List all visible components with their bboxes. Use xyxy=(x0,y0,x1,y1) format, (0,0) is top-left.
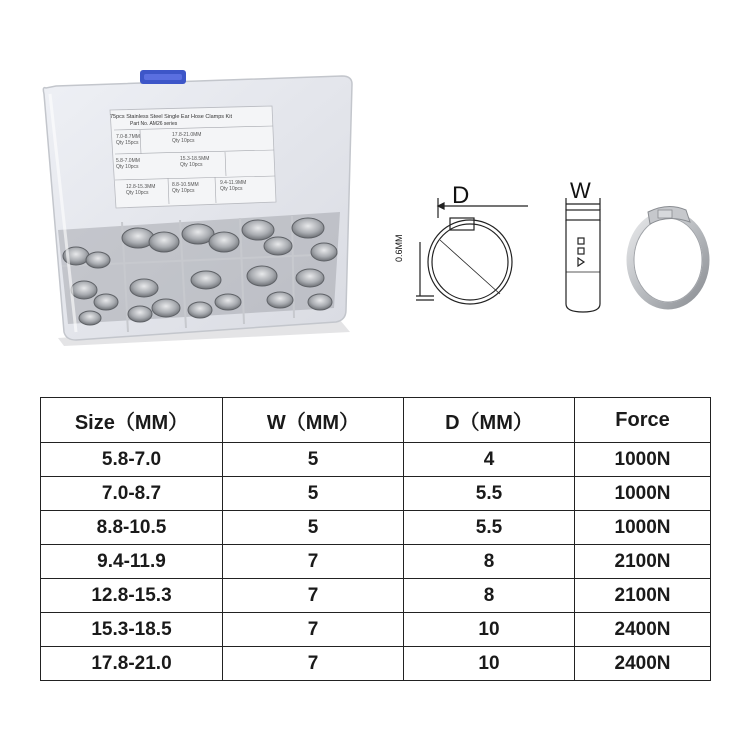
cell-size: 9.4-11.9 xyxy=(41,545,223,579)
single-clamp-photo xyxy=(624,200,714,312)
header-size: Size（MM） xyxy=(41,398,223,443)
clamp-front-view-diagram xyxy=(394,182,534,324)
cell-force: 2400N xyxy=(575,613,711,647)
cell-width: 7 xyxy=(223,579,404,613)
cell-width: 7 xyxy=(223,545,404,579)
cell-force: 2100N xyxy=(575,579,711,613)
cell-width: 5 xyxy=(223,477,404,511)
header-force: Force xyxy=(575,398,711,443)
compartment-label: 7.0-8.7MM Qty 15pcs xyxy=(116,134,140,146)
box-label-part: Part No. AM26 series xyxy=(130,121,178,127)
cell-width: 5 xyxy=(223,511,404,545)
compartment-label: 8.8-10.5MM Qty 10pcs xyxy=(172,182,199,194)
height-dimension-label: 0.6MM xyxy=(394,234,404,262)
cell-diameter: 5.5 xyxy=(404,511,575,545)
cell-force: 1000N xyxy=(575,443,711,477)
single-clamp-drawing xyxy=(624,200,714,312)
compartment-label: 15.3-18.5MM Qty 10pcs xyxy=(180,156,210,168)
table-row xyxy=(41,511,711,545)
cell-size: 8.8-10.5 xyxy=(41,511,223,545)
table-row xyxy=(41,545,711,579)
compartment-label: 9.4-11.9MM Qty 10pcs xyxy=(220,180,247,192)
cell-size: 7.0-8.7 xyxy=(41,477,223,511)
compartment-label: 12.8-15.3MM Qty 10pcs xyxy=(126,184,156,196)
table-row xyxy=(41,579,711,613)
spec-table xyxy=(40,397,711,681)
cell-force: 2100N xyxy=(575,545,711,579)
d-dimension-label: D xyxy=(452,182,470,209)
cell-size: 17.8-21.0 xyxy=(41,647,223,681)
cell-size: 5.8-7.0 xyxy=(41,443,223,477)
cell-size: 15.3-18.5 xyxy=(41,613,223,647)
cell-diameter: 10 xyxy=(404,647,575,681)
specification-table xyxy=(40,397,710,675)
table-row xyxy=(41,443,711,477)
box-label-title: 75pcs Stainless Steel Single Ear Hose Clamps Kit xyxy=(110,114,232,120)
cell-width: 7 xyxy=(223,647,404,681)
cell-diameter: 8 xyxy=(404,545,575,579)
cell-force: 2400N xyxy=(575,647,711,681)
cell-diameter: 8 xyxy=(404,579,575,613)
clamp-side-view-diagram xyxy=(558,180,608,316)
table-row xyxy=(41,647,711,681)
table-header-row xyxy=(41,398,711,443)
clamp-kit-box-image xyxy=(40,70,358,346)
cell-diameter: 10 xyxy=(404,613,575,647)
header-width: W（MM） xyxy=(223,398,404,443)
w-dimension-label: W xyxy=(570,178,591,203)
table-row xyxy=(41,613,711,647)
cell-diameter: 4 xyxy=(404,443,575,477)
cell-width: 7 xyxy=(223,613,404,647)
compartment-label: 5.8-7.0MM Qty 10pcs xyxy=(116,158,140,170)
clamp-kit-box-drawing xyxy=(40,70,358,346)
cell-size: 12.8-15.3 xyxy=(41,579,223,613)
header-diameter: D（MM） xyxy=(404,398,575,443)
table-row xyxy=(41,477,711,511)
cell-diameter: 5.5 xyxy=(404,477,575,511)
compartment-label: 17.8-21.0MM Qty 10pcs xyxy=(172,132,202,144)
cell-force: 1000N xyxy=(575,511,711,545)
cell-width: 5 xyxy=(223,443,404,477)
cell-force: 1000N xyxy=(575,477,711,511)
